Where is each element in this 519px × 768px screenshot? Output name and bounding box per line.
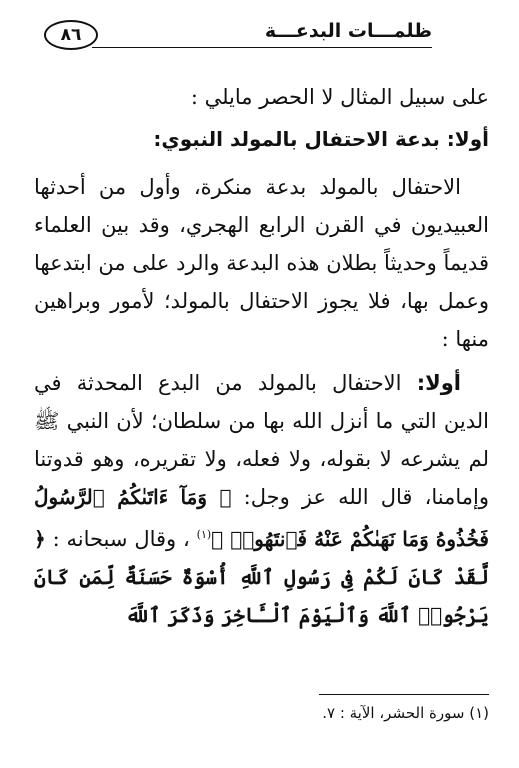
header-rule [92, 47, 432, 48]
section-heading: أولا: بدعة الاحتفال بالمولد النبوي: [153, 127, 489, 151]
quran-verse-2: ﴿ لَّقَدْ كَانَ لَكُمْ فِى رَسُولِ ٱللَّهِ أُسْوَةٌ حَسَنَةٌ لِّمَن كَانَ يَرْجُوا۟ ٱللَّهَ وَٱلْيَوْمَ ٱلْـَٔاخِرَ وَذَكَرَ ٱللَّهَ [34, 527, 489, 627]
quran-verse-1: ﴿ وَمَآ ءَاتَىٰكُمُ ٱلرَّسُولُ فَخُذُوهُ وَمَا نَهَىٰكُمْ عَنْهُ فَٱنتَهُوا۟ ﴾ [34, 485, 489, 551]
footnote: (١) سورة الحشر، الآية : ٧. [322, 704, 489, 722]
paragraph-1: الاحتفال بالمولد بدعة منكرة، وأول من أحدثها العبيديون في القرن الرابع الهجري، وقد بين العلماء قديماً وحديثاً بطلان هذه البدعة والرد على من ابتدعها وعمل بها، فلا يجوز الاحتفال بالمولد؛ لأمور وبراهين منها : [34, 175, 489, 351]
footnote-reference[interactable]: (١) [196, 528, 212, 541]
running-header [22, 14, 502, 54]
paragraph-2 [34, 364, 489, 634]
page-number: ٨٦ [44, 20, 98, 50]
intro-line: على سبيل المثال لا الحصر مايلي : [190, 85, 489, 109]
paragraph-2-text-2: ، وقال سبحانه : [45, 527, 197, 551]
paragraph-2-text-1: الاحتفال بالمولد من البدع المحدثة في الدين التي ما أنزل الله بها من سلطان؛ لأن النبي ﷺ لم يشرعه لا بقوله، ولا فعله، ولا تقريره، وهو قدوتنا وإمامنا، قال الله عز وجل: [34, 371, 489, 509]
body-text [34, 78, 489, 640]
paragraph-2-lead: أولا: [416, 371, 461, 395]
footnote-rule [319, 694, 489, 695]
header-title: ظلمـــات البدعـــة [264, 20, 432, 42]
